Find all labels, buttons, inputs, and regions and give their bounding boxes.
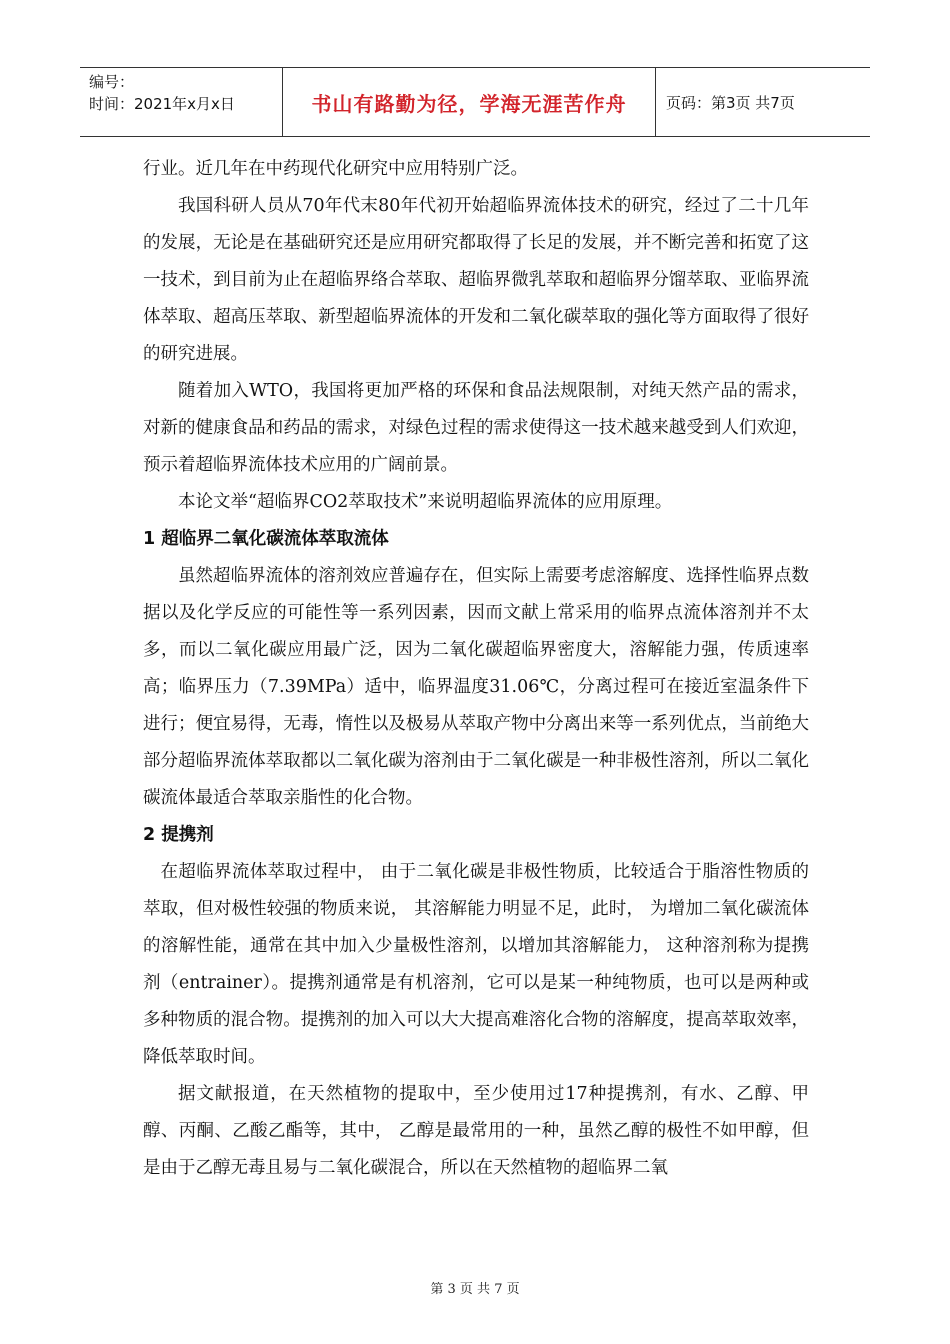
paragraph: 随着加入WTO，我国将更加严格的环保和食品法规限制，对纯天然产品的需求，对新的健康食品和药品的需求，对绿色过程的需求使得这一技术越来越受到人们欢迎，预示着超临界流体技术应用的广阔前景。: [143, 381, 809, 475]
page-header: [80, 67, 870, 137]
header-motto: 书山有路勤为径，学海无涯苦作舟: [283, 68, 656, 136]
header-page-info: 页码：第3页 共7页: [666, 93, 795, 112]
page-footer: 第 3 页 共 7 页: [430, 1282, 520, 1297]
paragraph: 据文献报道，在天然植物的提取中，至少使用过17种提携剂，有水、乙醇、甲醇、丙酮、乙酸乙酯等，其中， 乙醇是最常用的一种，虽然乙醇的极性不如甲醇，但是由于乙醇无毒且易与二氧化碳混合，所以在天然植物的超临界二氧: [143, 1084, 809, 1178]
section-heading: 2 提携剂: [143, 825, 214, 845]
paragraph: 在超临界流体萃取过程中， 由于二氧化碳是非极性物质，比较适合于脂溶性物质的萃取，但对极性较强的物质来说， 其溶解能力明显不足，此时， 为增加二氧化碳流体的溶解性能，通常在其中加入少量极性溶剂，以增加其溶解能力， 这种溶剂称为提携剂（entrainer）。提携剂通常是有机溶剂，它可以是某一种纯物质，也可以是两种或多种物质的混合物。提携剂的加入可以大大提高难溶化合物的溶解度，提高萃取效率，降低萃取时间。: [143, 862, 809, 1067]
paragraph: 行业。近几年在中药现代化研究中应用特别广泛。: [143, 159, 528, 179]
header-meta: [80, 68, 283, 136]
paragraph: 我国科研人员从70年代末80年代初开始超临界流体技术的研究，经过了二十几年的发展，无论是在基础研究还是应用研究都取得了长足的发展，并不断完善和拓宽了这一技术，到目前为止在超临界络合萃取、超临界微乳萃取和超临界分馏萃取、亚临界流体萃取、超高压萃取、新型超临界流体的开发和二氧化碳萃取的强化等方面取得了很好的研究进展。: [143, 196, 809, 364]
code-label: 编号：: [89, 73, 135, 91]
section-heading: 1 超临界二氧化碳流体萃取流体: [143, 529, 389, 549]
date-label: 时间：2021年x月x日: [89, 95, 235, 113]
paragraph: 本论文举“超临界CO2萃取技术”来说明超临界流体的应用原理。: [178, 492, 673, 512]
paragraph: 虽然超临界流体的溶剂效应普遍存在，但实际上需要考虑溶解度、选择性临界点数据以及化学反应的可能性等一系列因素，因而文献上常采用的临界点流体溶剂并不太多，而以二氧化碳应用最广泛，因为二氧化碳超临界密度大，溶解能力强，传质速率高；临界压力（7.39MPa）适中，临界温度31.06℃，分离过程可在接近室温条件下进行；便宜易得，无毒，惰性以及极易从萃取产物中分离出来等一系列优点，当前绝大部分超临界流体萃取都以二氧化碳为溶剂由于二氧化碳是一种非极性溶剂，所以二氧化碳流体最适合萃取亲脂性的化合物。: [143, 566, 809, 808]
document-body: [143, 151, 809, 1187]
